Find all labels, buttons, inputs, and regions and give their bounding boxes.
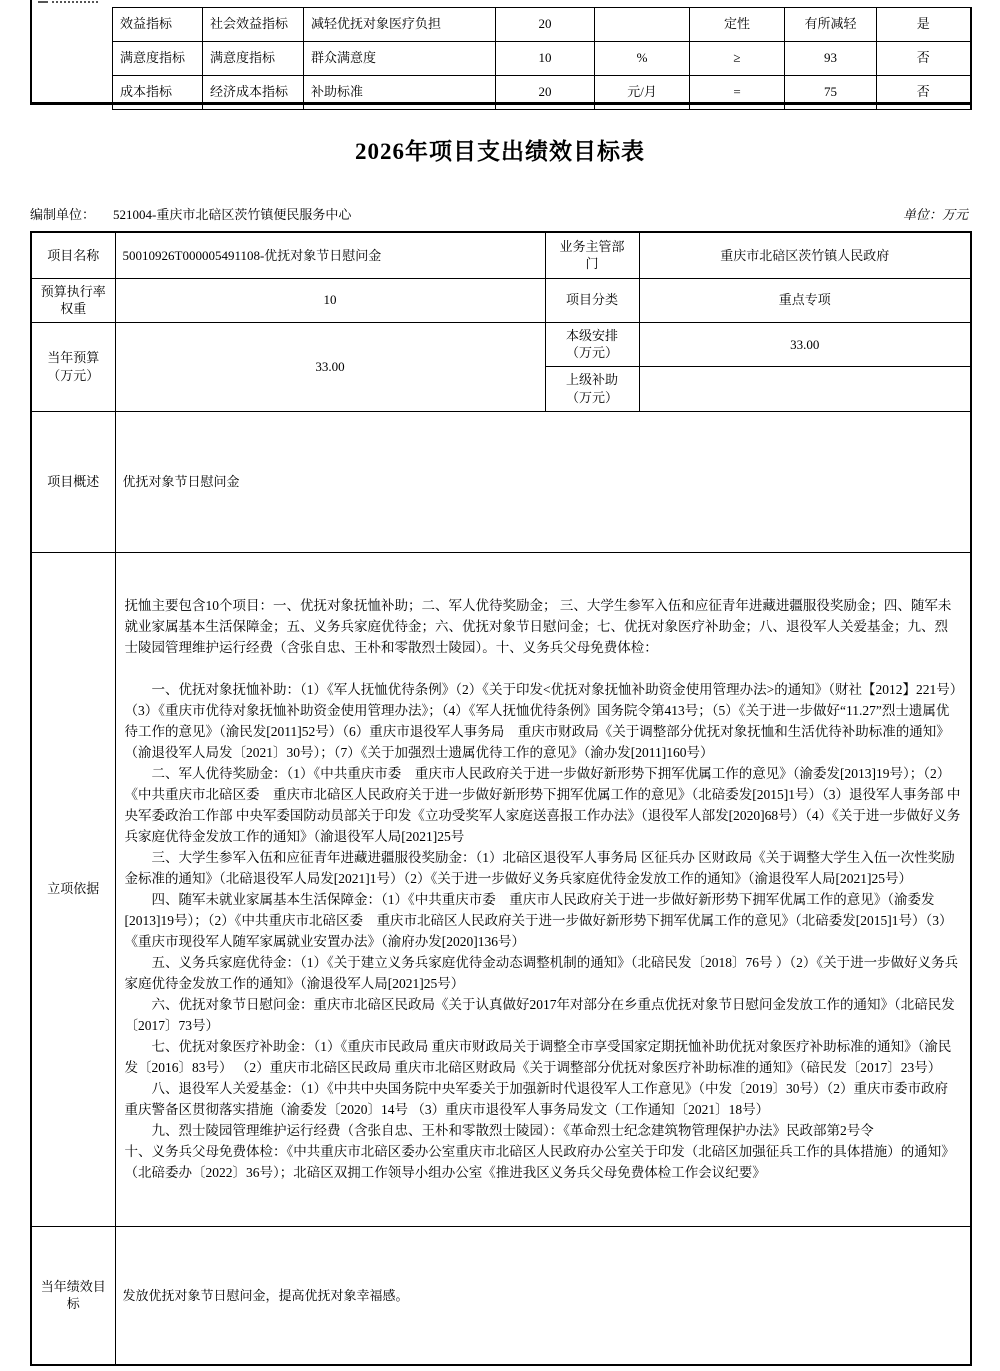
category-label: 项目分类 [545, 278, 639, 322]
indicator-row [113, 42, 971, 76]
cell-level1-indicator: 效益指标 [113, 8, 203, 42]
local-fund-label: 本级安排（万元） [545, 322, 639, 366]
cell-unit [595, 8, 690, 42]
project-name-label: 项目名称 [31, 232, 115, 278]
cell-indicator-name: 补助标准 [304, 76, 496, 110]
basis-paragraph: 八、退役军人关爱基金：（1）《中共中央国务院中央军委关于加强新时代退役军人工作意见》（中发〔2019〕30号）（2）重庆市委市政府重庆警备区贯彻落实措施（渝委发〔2020〕14号 （3）重庆市退役军人事务局发文（工作通知〔2021〕18号） [124, 1081, 948, 1118]
indicator-table-fragment [30, 0, 970, 106]
project-name-value: 50010926T000005491108-优抚对象节日慰问金 [115, 232, 545, 278]
cell-target-value: 有所减轻 [785, 8, 877, 42]
basis-label: 立项依据 [31, 552, 115, 1226]
cell-indicator-name: 减轻优抚对象医疗负担 [304, 8, 496, 42]
cell-operator: 定性 [690, 8, 785, 42]
table-bottom-border [30, 102, 970, 105]
exec-weight-label: 预算执行率权重 [31, 278, 115, 322]
goal-value: 发放优抚对象节日慰问金，提高优抚对象幸福感。 [115, 1226, 971, 1365]
basis-text [125, 595, 962, 1183]
overview-value: 优抚对象节日慰问金 [115, 412, 971, 552]
cut-text-remnant-dots [52, 1, 98, 3]
cell-weight: 10 [496, 42, 595, 76]
row-goal [31, 1226, 971, 1365]
prepared-by-label: 编制单位： [30, 207, 96, 222]
cell-target-value: 75 [785, 76, 877, 110]
cell-unit: % [595, 42, 690, 76]
cell-level2-indicator: 社会效益指标 [203, 8, 304, 42]
overview-label: 项目概述 [31, 412, 115, 552]
unit-note: 单位：万元 [902, 207, 968, 222]
basis-paragraph: 一、优抚对象抚恤补助：（1）《军人抚恤优待条例》（2）《关于印发<优抚对象抚恤补助资金使用管理办法>的通知》（财社【2012】221号）（3）《重庆市优待对象抚恤补助资金使用管理办法》；（4）《军人抚恤优待条例》国务院令第413号；（5）《关于进一步做好“11.27”烈士遗属优待工作的意见》（渝民发[2011]52号）（6）重庆市退役军人事务局 重庆市财政局《关于调整部分优抚对象抚恤和生活优待补助标准的通知》（渝退役军人局发〔2021〕30号）；（7）《关于加强烈士遗属优待工作的意见》（渝办发[2011]160号） [124, 682, 957, 761]
basis-paragraph: 六、优抚对象节日慰问金：重庆市北碚区民政局《关于认真做好2017年对部分在乡重点优抚对象节日慰问金发放工作的通知》（北碚民发〔2017〕73号） [124, 997, 955, 1034]
basis-paragraph: 九、烈士陵园管理维护运行经费（含张自忠、王朴和零散烈士陵园）：《革命烈士纪念建筑物管理保护办法》民政部第2号令 [151, 1123, 874, 1139]
superior-fund-value [639, 366, 971, 411]
cell-flag: 是 [877, 8, 971, 42]
row-basis [31, 552, 971, 1226]
cell-target-value: 93 [785, 42, 877, 76]
budget-value: 33.00 [115, 322, 545, 411]
row-project-name [31, 232, 971, 278]
indicator-row [113, 8, 971, 42]
basis-paragraph: 抚恤主要包含10个项目：一、优抚对象抚恤补助；二、军人优待奖励金； 三、大学生参军入伍和应征青年进藏进疆服役奖励金；四、随军未就业家属基本生活保障金；五、义务兵家庭优待金；六、优抚对象节日慰问金；七、优抚对象医疗补助金；八、退役军人关爱基金；九、烈士陵园管理维护运行经费（含张自忠、王朴和零散烈士陵园）。十、义务兵父母免费体检： [124, 598, 952, 656]
dept-value: 重庆市北碚区茨竹镇人民政府 [639, 232, 971, 278]
cell-weight: 20 [496, 76, 595, 110]
basis-paragraph: 七、优抚对象医疗补助金：（1）《重庆市民政局 重庆市财政局关于调整全市享受国家定期抚恤补助优抚对象医疗补助标准的通知》（渝民发〔2016〕83号） （2）重庆市北碚区民政局 重庆市北碚区财政局《关于调整部分优抚对象医疗补助标准的通知》（碚民发〔2017〕23号） [124, 1039, 952, 1076]
cell-operator: ≥ [690, 42, 785, 76]
category-value: 重点专项 [639, 278, 971, 322]
basis-paragraph: 四、随军未就业家属基本生活保障金：（1）《中共重庆市委 重庆市人民政府关于进一步做好新形势下拥军优属工作的意见》（渝委发[2013]19号）；（2）《中共重庆市北碚区委 重庆市北碚区人民政府关于进一步做好新形势下拥军优属工作的意见》（北碚委发[2015]1号）（3）《重庆市现役军人随军家属就业安置办法》（渝府办发[2020]136号） [124, 892, 953, 950]
page-title: 2026年项目支出绩效目标表 [355, 139, 645, 164]
cell-level1-indicator: 满意度指标 [113, 42, 203, 76]
project-table [30, 231, 972, 1366]
indicator-left-spacer-cell [30, 0, 112, 103]
row-budget [31, 322, 971, 366]
cell-flag: 否 [877, 42, 971, 76]
cell-flag: 否 [877, 76, 971, 110]
row-exec-weight [31, 278, 971, 322]
indicator-table [112, 7, 972, 110]
basis-paragraph: 五、义务兵家庭优待金：（1）《关于建立义务兵家庭优待金动态调整机制的通知》（北碚民发〔2018〕76号 ）（2）《关于进一步做好义务兵家庭优待金发放工作的通知》（渝退役军人局[2021]25号） [124, 955, 959, 992]
cell-level2-indicator: 满意度指标 [203, 42, 304, 76]
basis-paragraph: 三、大学生参军入伍和应征青年进藏进疆服役奖励金：（1）北碚区退役军人事务局 区征兵办 区财政局《关于调整大学生入伍一次性奖励金标准的通知》（北碚退役军人局发[2021]1号）（2）《关于进一步做好义务兵家庭优待金发放工作的通知》（渝退役军人局[2021]25号） [124, 850, 955, 887]
cell-unit: 元/月 [595, 76, 690, 110]
dept-label: 业务主管部门 [545, 232, 639, 278]
cell-level2-indicator: 经济成本指标 [203, 76, 304, 110]
basis-paragraph: 二、军人优待奖励金：（1）《中共重庆市委 重庆市人民政府关于进一步做好新形势下拥军优属工作的意见》（渝委发[2013]19号）；（2）《中共重庆市北碚区委 重庆市北碚区人民政府关于进一步做好新形势下拥军优属工作的意见》（北碚委发[2015]1号）（3）退役军人事务部 中央军委政治工作部 中央军委国防动员部关于印发《立功受奖军人家庭送喜报工作办法》（退役军人部发[2020]68号）（4）《关于进一步做好义务兵家庭优待金发放工作的通知》（渝退役军人局[2021]25号 [124, 766, 961, 845]
budget-label: 当年预算（万元） [31, 322, 115, 411]
row-overview [31, 412, 971, 552]
basis-paragraph: 十、义务兵父母免费体检：《中共重庆市北碚区委办公室重庆市北碚区人民政府办公室关于印发（北碚区加强征兵工作的具体措施）的通知》（北碚委办〔2022〕36号）；北碚区双拥工作领导小组办公室《推进我区义务兵父母免费体检工作会议纪要》 [124, 1144, 955, 1181]
superior-fund-label: 上级补助（万元） [545, 366, 639, 411]
cell-operator: = [690, 76, 785, 110]
local-fund-value: 33.00 [639, 322, 971, 366]
prepared-by-value: 521004-重庆市北碚区茨竹镇便民服务中心 [113, 207, 352, 222]
basis-value [115, 552, 971, 1226]
meta-row [30, 204, 970, 222]
cut-text-remnant-dash [38, 1, 48, 3]
exec-weight-value: 10 [115, 278, 545, 322]
cell-indicator-name: 群众满意度 [304, 42, 496, 76]
goal-label: 当年绩效目标 [31, 1226, 115, 1365]
cell-weight: 20 [496, 8, 595, 42]
cell-level1-indicator: 成本指标 [113, 76, 203, 110]
